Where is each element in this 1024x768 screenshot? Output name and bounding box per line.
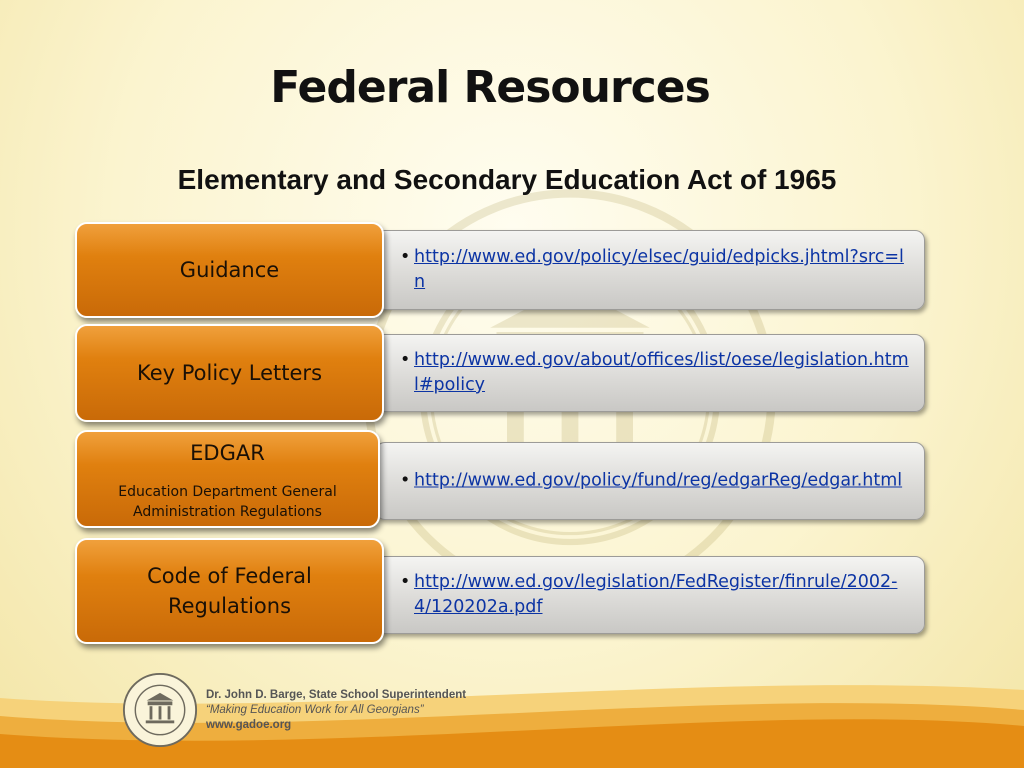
link-bar xyxy=(375,334,925,412)
link-item xyxy=(400,469,912,494)
footer-credits xyxy=(206,688,466,733)
edgar-link[interactable]: http://www.ed.gov/policy/fund/reg/edgarReg/edgar.html xyxy=(414,470,903,491)
link-item xyxy=(400,245,912,295)
category-box xyxy=(75,430,380,528)
link-bar xyxy=(375,230,925,310)
footer-url[interactable]: www.gadoe.org xyxy=(206,719,292,731)
category-sublabel: Education Department General Administration Regulations xyxy=(118,484,337,520)
resource-row-key-policy-letters xyxy=(75,324,925,422)
category-box xyxy=(75,538,384,644)
slide-title: Federal Resources xyxy=(270,62,710,113)
key-policy-letters-link[interactable]: http://www.ed.gov/about/offices/list/oese/legislation.html#policy xyxy=(414,350,909,395)
link-bar xyxy=(375,442,925,520)
bullet-icon: • xyxy=(400,247,411,267)
category-box xyxy=(75,324,384,422)
bullet-icon: • xyxy=(400,470,411,491)
category-box xyxy=(75,222,384,318)
link-item xyxy=(400,348,912,398)
department-of-education-seal-icon xyxy=(122,672,198,748)
code-of-federal-regulations-link[interactable]: http://www.ed.gov/legislation/FedRegister/finrule/2002-4/120202a.pdf xyxy=(414,572,898,617)
bullet-icon: • xyxy=(400,572,411,592)
category-label: EDGAR xyxy=(190,441,265,465)
link-item xyxy=(400,570,912,620)
link-bar xyxy=(375,556,925,634)
resource-row-guidance xyxy=(75,222,925,318)
footer-tagline: “Making Education Work for All Georgians” xyxy=(206,704,424,716)
bullet-icon: • xyxy=(400,350,411,370)
resource-row-code-of-federal-regulations xyxy=(75,538,925,644)
superintendent-name: Dr. John D. Barge, State School Superintendent xyxy=(206,689,467,701)
resource-row-edgar xyxy=(75,430,925,532)
category-label: Code of Federal Regulations xyxy=(147,564,312,618)
guidance-link[interactable]: http://www.ed.gov/policy/elsec/guid/edpicks.jhtml?src=ln xyxy=(414,247,904,292)
category-label: Guidance xyxy=(179,258,280,282)
slide-subtitle: Elementary and Secondary Education Act of 1965 xyxy=(177,164,837,195)
category-label: Key Policy Letters xyxy=(136,361,323,385)
